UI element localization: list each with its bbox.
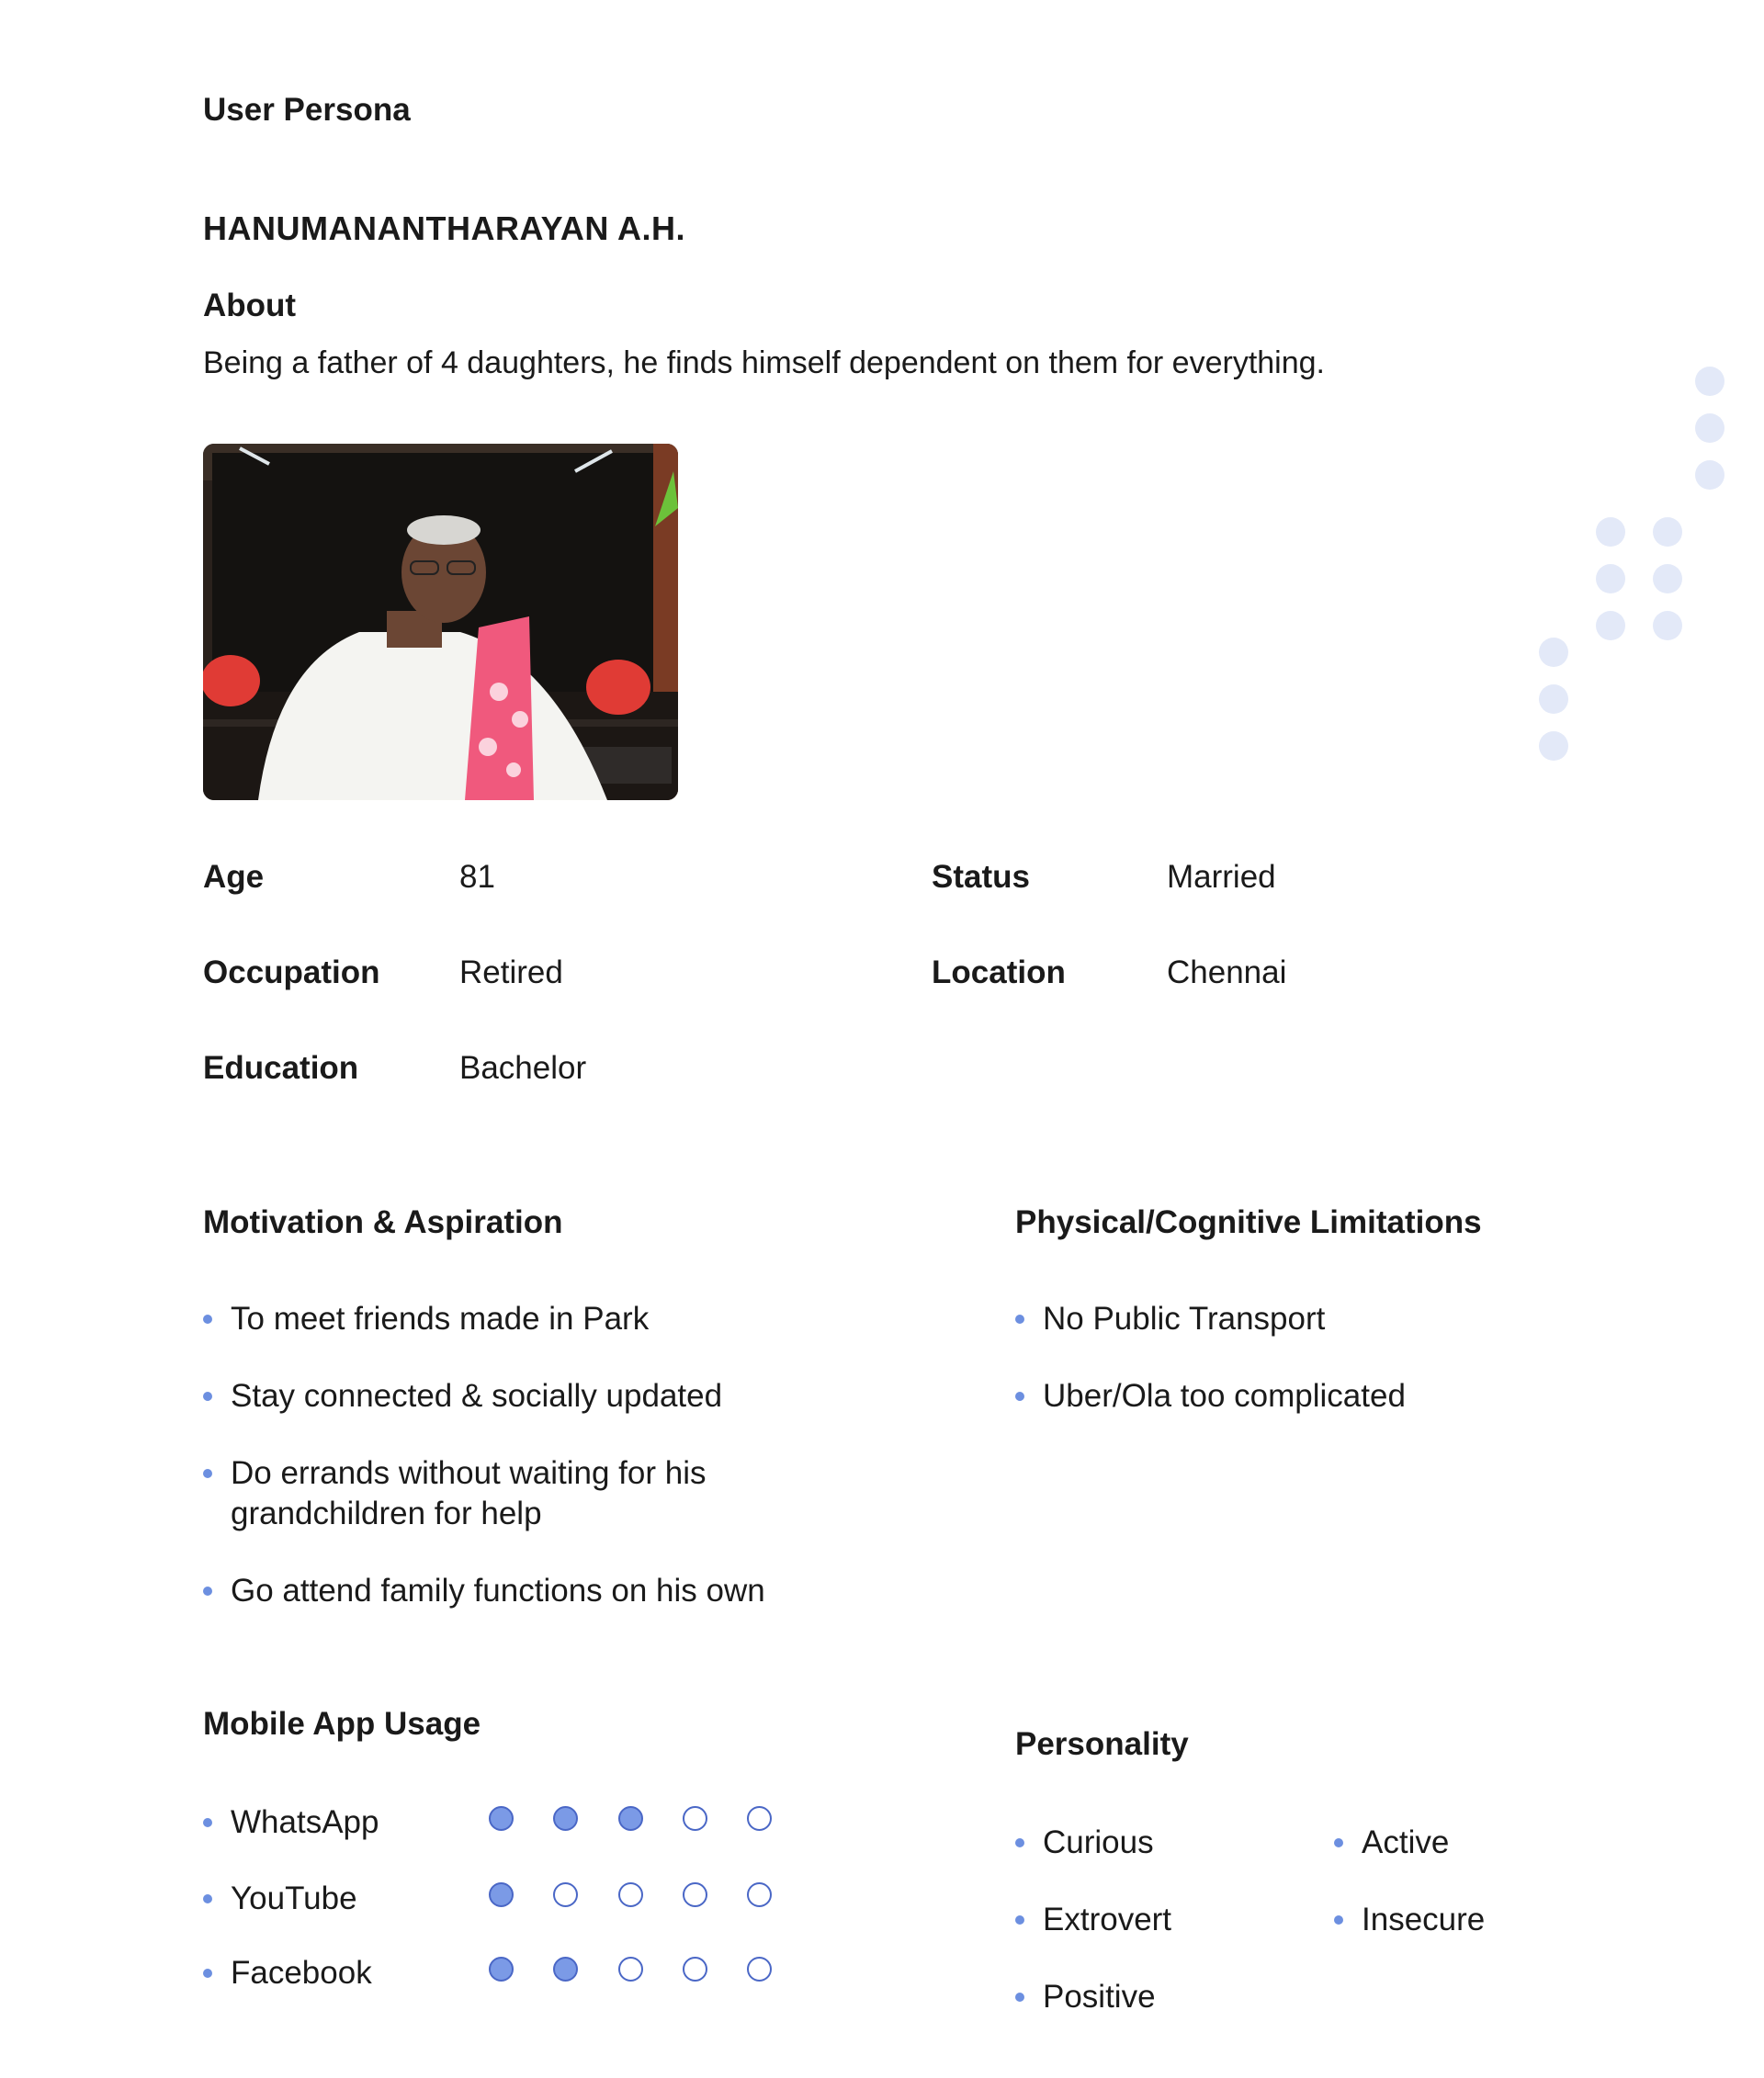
rating-dot-filled [553, 1957, 578, 1982]
education-value: Bachelor [459, 1050, 587, 1086]
decor-dot [1539, 731, 1568, 761]
personality-trait: Positive [1015, 1977, 1309, 2017]
list-item: To meet friends made in Park [203, 1299, 809, 1339]
decor-dot [1596, 517, 1625, 547]
rating-dot-empty [683, 1957, 707, 1982]
rating-dot-empty [618, 1957, 643, 1982]
app-name: YouTube [203, 1879, 357, 1919]
app-usage-row [203, 1802, 791, 1848]
personality-trait: Extrovert [1015, 1900, 1309, 1940]
motivation-heading: Motivation & Aspiration [203, 1204, 563, 1240]
rating-dot-filled [489, 1957, 514, 1982]
rating-dot-empty [683, 1806, 707, 1831]
persona-photo [203, 444, 678, 800]
personality-trait: Curious [1015, 1823, 1309, 1863]
list-item: No Public Transport [1015, 1299, 1658, 1339]
decor-dot [1539, 684, 1568, 714]
personality-heading: Personality [1015, 1726, 1189, 1762]
decor-dot [1653, 517, 1682, 547]
rating-dot-filled [618, 1806, 643, 1831]
occupation-label: Occupation [203, 954, 380, 990]
age-value: 81 [459, 859, 495, 895]
rating-dot-empty [618, 1882, 643, 1907]
list-item: Go attend family functions on his own [203, 1571, 809, 1611]
about-text: Being a father of 4 daughters, he finds himself dependent on them for everything. [203, 345, 1325, 380]
rating-dot-filled [489, 1882, 514, 1907]
list-item: Stay connected & socially updated [203, 1376, 809, 1417]
personality-list-left [1015, 1823, 1309, 2017]
motivation-list [203, 1299, 809, 1611]
decor-dot [1653, 564, 1682, 593]
personality-trait: Active [1334, 1823, 1628, 1863]
decor-dot [1596, 611, 1625, 640]
app-usage-row [203, 1879, 791, 1925]
location-value: Chennai [1167, 954, 1287, 990]
personality-trait: Insecure [1334, 1900, 1628, 1940]
limitations-list [1015, 1299, 1658, 1417]
rating-dot-empty [747, 1957, 772, 1982]
list-item: Uber/Ola too complicated [1015, 1376, 1658, 1417]
decor-dot [1539, 638, 1568, 667]
decor-dot [1695, 367, 1724, 396]
app-name: Facebook [203, 1953, 372, 1993]
app-name: WhatsApp [203, 1802, 379, 1843]
decor-dot [1695, 413, 1724, 443]
status-label: Status [932, 859, 1030, 895]
rating-dot-empty [747, 1806, 772, 1831]
decor-dot [1653, 611, 1682, 640]
status-value: Married [1167, 859, 1276, 895]
education-label: Education [203, 1050, 359, 1086]
decor-dot [1596, 564, 1625, 593]
personality-list-right [1334, 1823, 1628, 1940]
app-usage-heading: Mobile App Usage [203, 1706, 481, 1742]
page-label: User Persona [203, 92, 411, 128]
rating-dot-filled [489, 1806, 514, 1831]
decor-dot [1695, 460, 1724, 490]
rating-dot-empty [747, 1882, 772, 1907]
rating-dot-empty [553, 1882, 578, 1907]
list-item: Do errands without waiting for his grandchildren for help [203, 1453, 745, 1534]
age-label: Age [203, 859, 265, 895]
rating-dot-empty [683, 1882, 707, 1907]
about-heading: About [203, 288, 297, 323]
occupation-value: Retired [459, 954, 563, 990]
app-usage-row [203, 1953, 791, 1999]
location-label: Location [932, 954, 1066, 990]
persona-name: HANUMANANTHARAYAN A.H. [203, 209, 686, 247]
limitations-heading: Physical/Cognitive Limitations [1015, 1204, 1482, 1240]
rating-dot-filled [553, 1806, 578, 1831]
